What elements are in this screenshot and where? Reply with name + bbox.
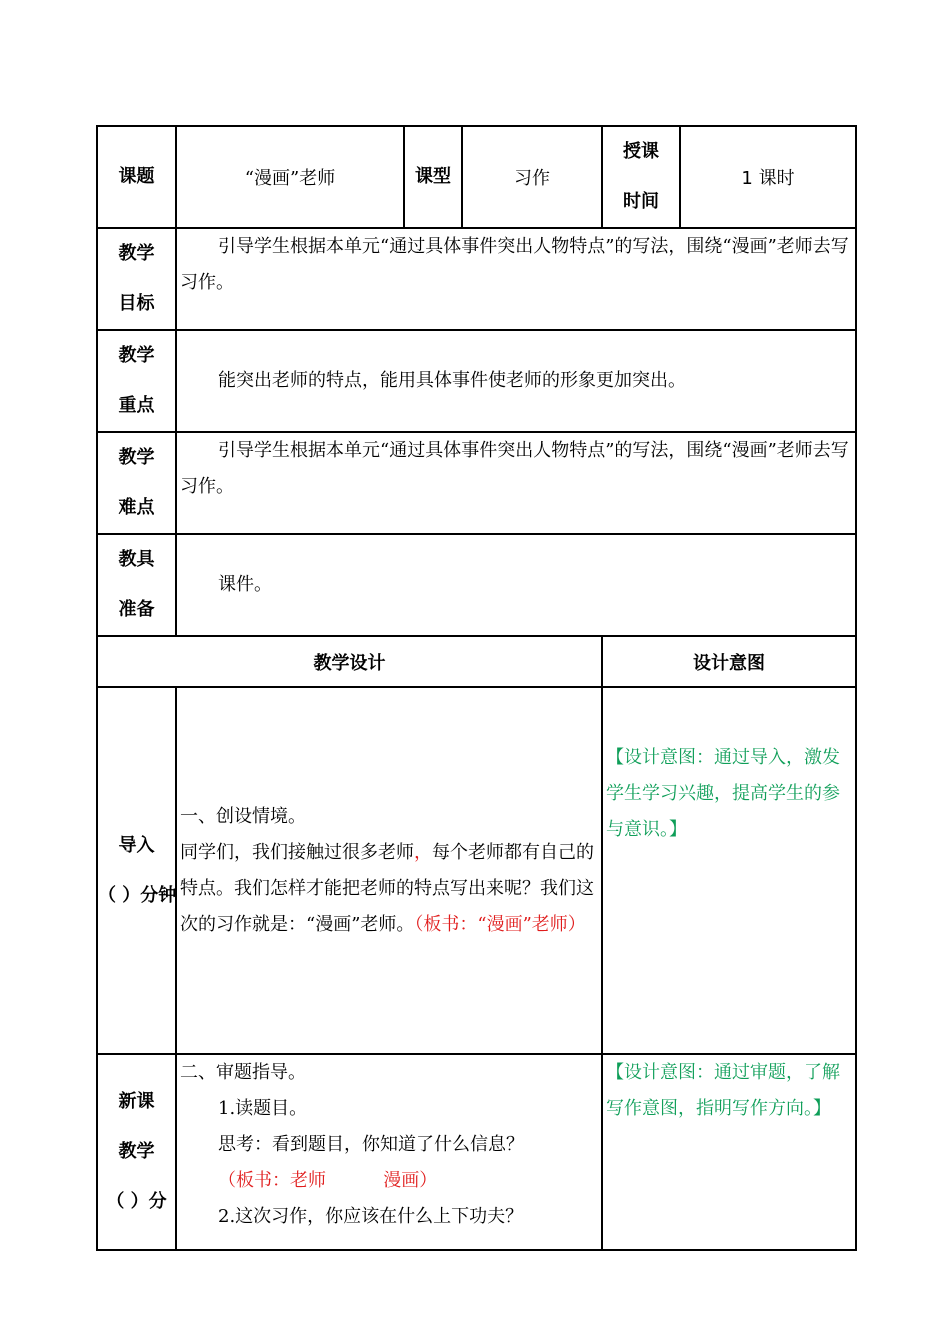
design-header-row	[97, 636, 856, 687]
intro-intent-cell	[602, 687, 856, 1054]
goals-text: 引导学生根据本单元“通过具体事件突出人物特点”的写法，围绕“漫画”老师去写习作。	[180, 236, 849, 293]
intro-label	[97, 687, 176, 1054]
tools-label-line2: 准备	[118, 599, 155, 620]
difficulty-label-line2: 难点	[118, 497, 155, 518]
topic-label: 课题	[97, 126, 176, 228]
intro-line2a: 同学们，我们接触过很多老师	[180, 841, 414, 863]
intro-label-line2: （ ）分钟	[98, 884, 177, 906]
difficulty-cell	[176, 432, 856, 534]
newlesson-label	[97, 1054, 176, 1250]
newlesson-line2: 1.读题目。	[218, 1098, 308, 1119]
newlesson-label-line1: 新课	[118, 1091, 155, 1112]
intro-line1: 一、创设情境。	[180, 805, 306, 827]
time-label	[602, 126, 680, 228]
newlesson-label-line2: 教学	[118, 1141, 155, 1162]
goals-label	[97, 228, 176, 330]
focus-label-line2: 重点	[118, 395, 155, 416]
tools-row	[97, 534, 856, 636]
header-row	[97, 126, 856, 228]
focus-cell	[176, 330, 856, 432]
newlesson-line5: 2.这次习作，你应该在什么上下功夫？	[218, 1206, 524, 1227]
tools-cell	[176, 534, 856, 636]
intro-intent: 【设计意图：通过导入，激发学生学习兴趣，提高学生的参与意识。】	[606, 747, 840, 840]
newlesson-intent: 【设计意图：通过审题，了解写作意图，指明写作方向。】	[606, 1062, 840, 1119]
difficulty-label	[97, 432, 176, 534]
intro-line2c: 每个老师都有自己的特点。我们怎样才能把老师的特点写出来呢？我们这次的习作就是：“漫画”老师。	[180, 841, 594, 935]
newlesson-board: （板书：老师 漫画）	[218, 1170, 438, 1191]
newlesson-intent-cell	[602, 1054, 856, 1250]
topic-value: “漫画”老师	[176, 126, 404, 228]
newlesson-cell	[176, 1054, 602, 1250]
focus-row	[97, 330, 856, 432]
intro-board: （板书：“漫画”老师）	[414, 913, 586, 935]
lesson-plan-table	[96, 125, 857, 1251]
intro-label-line1: 导入	[118, 834, 155, 856]
goals-label-line2: 目标	[118, 293, 155, 314]
intro-cell	[176, 687, 602, 1054]
intro-paragraph	[180, 835, 597, 943]
focus-label	[97, 330, 176, 432]
time-value: 1 课时	[680, 126, 856, 228]
type-label: 课型	[404, 126, 462, 228]
difficulty-row	[97, 432, 856, 534]
focus-text: 能突出老师的特点，能用具体事件使老师的形象更加突出。	[218, 370, 686, 391]
goals-row	[97, 228, 856, 330]
type-value: 习作	[462, 126, 602, 228]
tools-label-line1: 教具	[118, 549, 155, 570]
tools-text: 课件。	[218, 574, 272, 595]
time-label-line2: 时间	[623, 191, 659, 212]
difficulty-label-line1: 教学	[118, 447, 155, 468]
newlesson-line3: 思考：看到题目，你知道了什么信息？	[218, 1134, 524, 1155]
design-header-left: 教学设计	[97, 636, 602, 687]
design-header-right: 设计意图	[602, 636, 856, 687]
newlesson-row	[97, 1054, 856, 1250]
difficulty-text: 引导学生根据本单元“通过具体事件突出人物特点”的写法，围绕“漫画”老师去写习作。	[180, 440, 849, 497]
goals-label-line1: 教学	[118, 243, 155, 264]
intro-line2b: ，	[414, 841, 432, 863]
intro-row	[97, 687, 856, 1054]
focus-label-line1: 教学	[118, 345, 155, 366]
tools-label	[97, 534, 176, 636]
newlesson-label-line3: （ ）分	[106, 1191, 167, 1212]
goals-cell	[176, 228, 856, 330]
newlesson-line1: 二、审题指导。	[180, 1062, 306, 1083]
time-label-line1: 授课	[623, 141, 659, 162]
